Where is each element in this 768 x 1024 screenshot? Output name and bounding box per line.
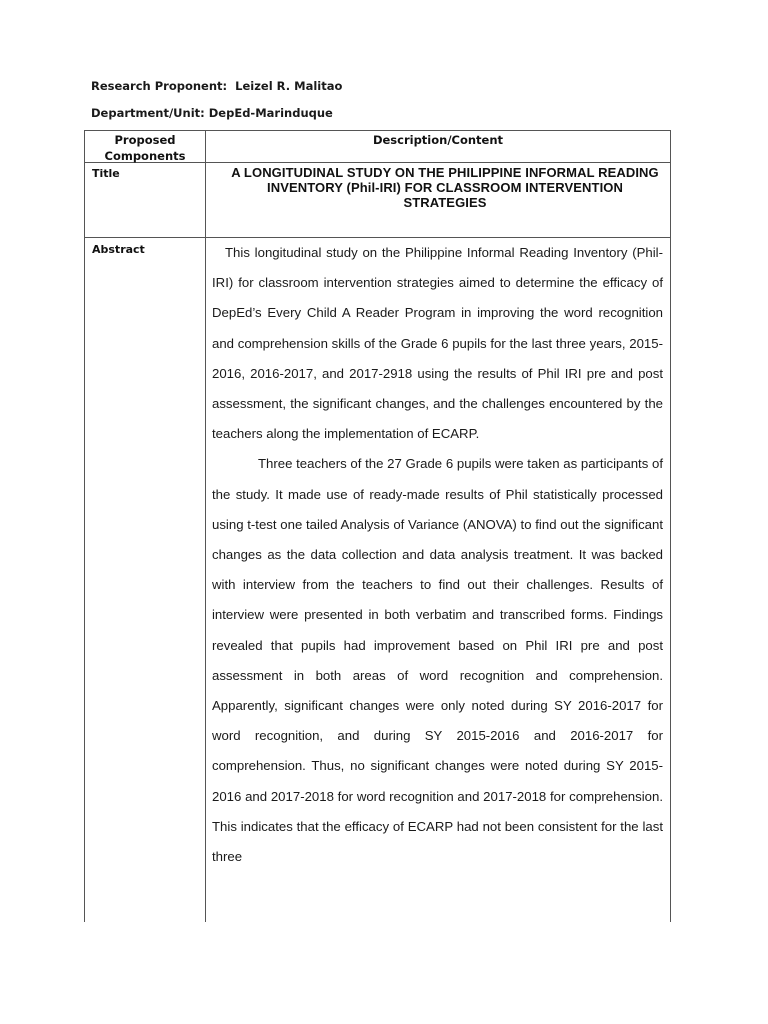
column-divider xyxy=(205,131,206,922)
proponent-label: Research Proponent: xyxy=(91,79,228,93)
proposal-table xyxy=(84,130,671,922)
study-title: A LONGITUDINAL STUDY ON THE PHILIPPINE INFORMAL READING INVENTORY (Phil-IRI) FOR CLASSROOM INTERVENTION STRATEGIES xyxy=(231,165,659,210)
row-label-title: Title xyxy=(92,167,120,180)
abstract-body xyxy=(212,238,663,872)
column-header-components: Proposed Components xyxy=(104,133,186,163)
abstract-paragraph-1: This longitudinal study on the Philippine Informal Reading Inventory (Phil-IRI) for classroom intervention strategies aimed to determine the efficacy of DepEd’s Every Child A Reader Program in improving the word recognition and comprehension skills of the Grade 6 pupils for the last three years, 2015-2016, 2016-2017, and 2017-2918 using the results of Phil IRI pre and post assessment, the significant changes, and the challenges encountered by the teachers along the implementation of ECARP. xyxy=(212,245,663,442)
proponent-value: Leizel R. Malitao xyxy=(235,79,343,93)
department-label: Department/Unit: xyxy=(91,106,205,120)
column-header-description: Description/Content xyxy=(372,133,504,147)
department-line xyxy=(91,106,333,120)
abstract-paragraph-2: Three teachers of the 27 Grade 6 pupils were taken as participants of the study. It made use of ready-made results of Phil statistically processed using t-test one tailed Analysis of Variance (ANOVA) to find out the significant changes as the data collection and data analysis treatment. It was backed with interview from the teachers to find out their challenges. Results of interview were presented in both verbatim and transcribed forms. Findings revealed that pupils had improvement based on Phil IRI pre and post assessment in both areas of word recognition and comprehension. Apparently, significant changes were only noted during SY 2016-2017 for word recognition, and during SY 2015-2016 and 2016-2017 for comprehension. Thus, no significant changes were noted during SY 2015-2016 and 2017-2018 for word recognition and 2017-2018 for comprehension. This indicates that the efficacy of ECARP had not been consistent for the last three xyxy=(212,456,663,865)
row-label-abstract: Abstract xyxy=(92,243,145,256)
research-proponent-line xyxy=(91,79,342,93)
department-value: DepEd-Marinduque xyxy=(208,106,333,120)
